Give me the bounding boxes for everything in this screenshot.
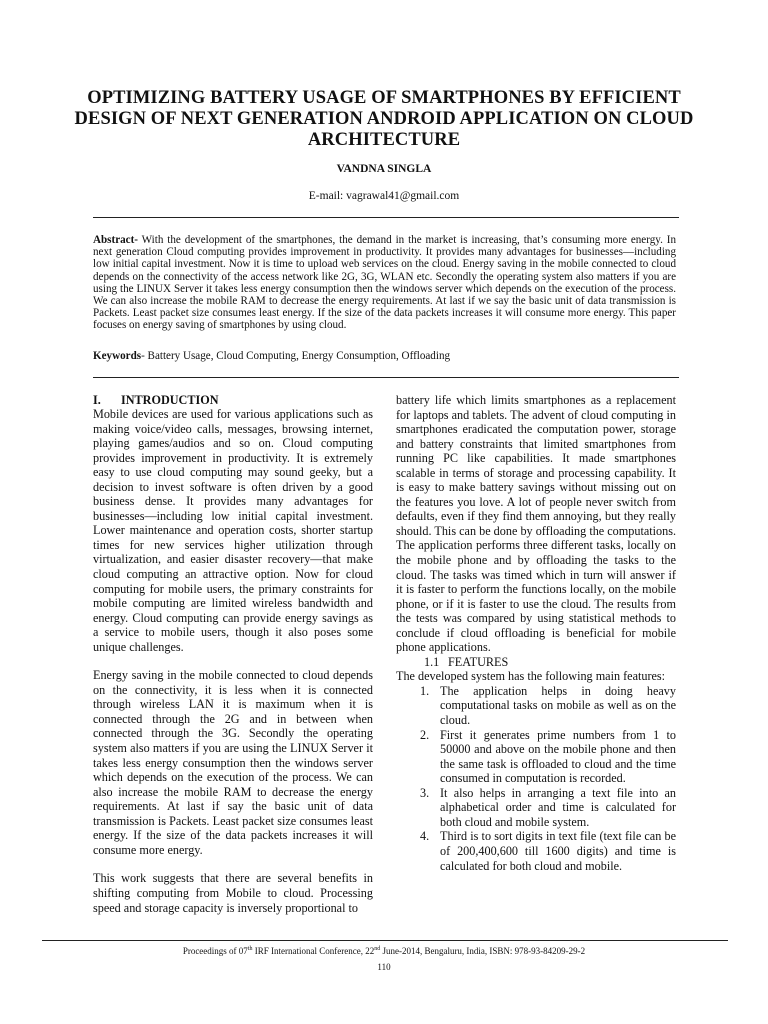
keywords-label: Keywords bbox=[93, 350, 142, 362]
section-heading bbox=[93, 393, 373, 407]
features-heading bbox=[396, 655, 676, 670]
intro-paragraph-1: Mobile devices are used for various applications such as making voice/video calls, messages, browsing internet, playing games/audios and so on. Cloud computing provides improvement in productivity. It is extremely easy to use cloud computing may sound geeky, but a decision to invest software is often driven by a good business dense. It provides many advantages for businesses—including low initial capital investment. Lower maintenance and operation costs, shorter startup times for new services higher utilization through virtualization, and easier disaster recovery—that make cloud computing an attractive option. Now for cloud computing for mobile users, the primary constraints for mobile computing are limited wireless bandwidth and energy. Cloud computing can provide energy savings as a service to mobile users, though it also poses some unique challenges. bbox=[93, 407, 373, 654]
intro-continuation: battery life which limits smartphones as a replacement for laptops and tablets. The advent of cloud computing in smartphones eradicated the computation power, storage and battery constraints that limited smartphones from running PC like capabilities. It made smartphones scalable in terms of storage and processing capability. It is easy to make battery savings without missing out on the features you love. A lot of people never switch from defaults, even if they find them annoying, but they really should. This can be done by offloading the computations. The application performs three different tasks, locally on the mobile phone and by offloading the tasks to the cloud. The tasks was timed which in turn will answer if it is faster to perform the functions locally, on the mobile phone, or if it is faster to use the cloud. The results from the tests was compared by using statistical methods to conclude if cloud offloading is beneficial for mobile phone applications. bbox=[396, 393, 676, 655]
list-item-text: It also helps in arranging a text file into an alphabetical order and time is calculated for both cloud and mobile system. bbox=[440, 785, 676, 829]
abstract-text: With the development of the smartphones, the demand in the market is increasing, that’s consuming more energy. In next generation Cloud computing provides improvement in productivity. It provides many advantages for businesses—including low initial capital investment. Now it is time to upload web services on the cloud. Energy saving in the mobile connected to cloud depends on the connectivity of the access network like 2G, 3G, WLAN etc. Secondly the operating system also matters if you are using the LINUX Server it takes less energy consumption then the windows server which depends on the execution of the process. We can also increase the mobile RAM to decrease the energy requirements. At last if we say the basic unit of data transmission is Packets. Least packet size consumes least energy. If the size of the data packets increases it will consume more energy. This paper focuses on energy saving of smartphones by using cloud. bbox=[93, 234, 676, 332]
author-name: VANDNA SINGLA bbox=[336, 163, 432, 175]
intro-paragraph-2: Energy saving in the mobile connected to cloud depends on the connectivity, it is less when it is connected through wireless LAN it is maximum when it is connected through the 2G and in between when connected through the 3G. Secondly the operating system also matters if you are using the LINUX Server it takes less energy consumption then the windows server which depends on the execution of the process. We can also increase the mobile RAM to decrease the energy requirements. At last if say the basic unit of data transmission is Packets. Least packet size consumes least energy. If the size of the data packets increases it will consume more energy. bbox=[93, 668, 373, 857]
keywords-rule bbox=[93, 377, 679, 378]
list-item-marker: 3. bbox=[420, 785, 430, 800]
keywords-text: - Battery Usage, Cloud Computing, Energy Consumption, Offloading bbox=[141, 350, 451, 362]
list-item bbox=[396, 829, 676, 873]
footer-sup-2: nd bbox=[374, 946, 381, 952]
right-column bbox=[396, 393, 676, 873]
list-item-text: First it generates prime numbers from 1 to 50000 and above on the mobile phone and then the same task is offloaded to cloud and the time consumed in computation is recorded. bbox=[440, 727, 676, 786]
section-number: I. bbox=[93, 393, 101, 407]
paper-title: OPTIMIZING BATTERY USAGE OF SMARTPHONES BY EFFICIENT DESIGN OF NEXT GENERATION ANDROID APPLICATION ON CLOUD ARCHITECTURE bbox=[74, 88, 694, 150]
footer-rule bbox=[42, 940, 728, 941]
left-column bbox=[93, 393, 373, 915]
list-item bbox=[396, 786, 676, 830]
footer-text-2: IRF International Conference, 22 bbox=[252, 946, 375, 956]
list-item-text: Third is to sort digits in text file (text file can be of 200,400,600 till 1600 digits) and time is calculated for both cloud and mobile. bbox=[440, 829, 676, 873]
features-list bbox=[396, 684, 676, 873]
list-item bbox=[396, 684, 676, 728]
features-intro: The developed system has the following main features: bbox=[396, 669, 666, 684]
page-number: 110 bbox=[377, 962, 391, 972]
list-item-text: The application helps in doing heavy computational tasks on mobile as well as on the cloud. bbox=[440, 683, 676, 728]
keywords bbox=[93, 350, 676, 363]
list-item-marker: 1. bbox=[420, 683, 430, 698]
list-item-marker: 2. bbox=[420, 727, 430, 742]
abstract bbox=[93, 234, 676, 332]
features-title: FEATURES bbox=[448, 654, 509, 669]
abstract-label: Abstract- bbox=[93, 234, 138, 246]
section-title: INTRODUCTION bbox=[121, 393, 219, 407]
features-number: 1.1 bbox=[424, 654, 440, 669]
footer-text-3: June-2014, Bengaluru, India, ISBN: 978-93-84209-29-2 bbox=[380, 946, 586, 956]
intro-paragraph-3: This work suggests that there are several benefits in shifting computing from Mobile to cloud. Processing speed and storage capacity is inversely proportional to bbox=[93, 871, 373, 915]
footer-text-1: Proceedings of 07 bbox=[182, 946, 248, 956]
footer-citation bbox=[0, 946, 768, 956]
footer-sup-1: th bbox=[247, 946, 253, 952]
list-item-marker: 4. bbox=[420, 829, 430, 844]
author-email: E-mail: vagrawal41@gmail.com bbox=[308, 190, 460, 202]
header-rule bbox=[93, 217, 679, 218]
list-item bbox=[396, 728, 676, 786]
